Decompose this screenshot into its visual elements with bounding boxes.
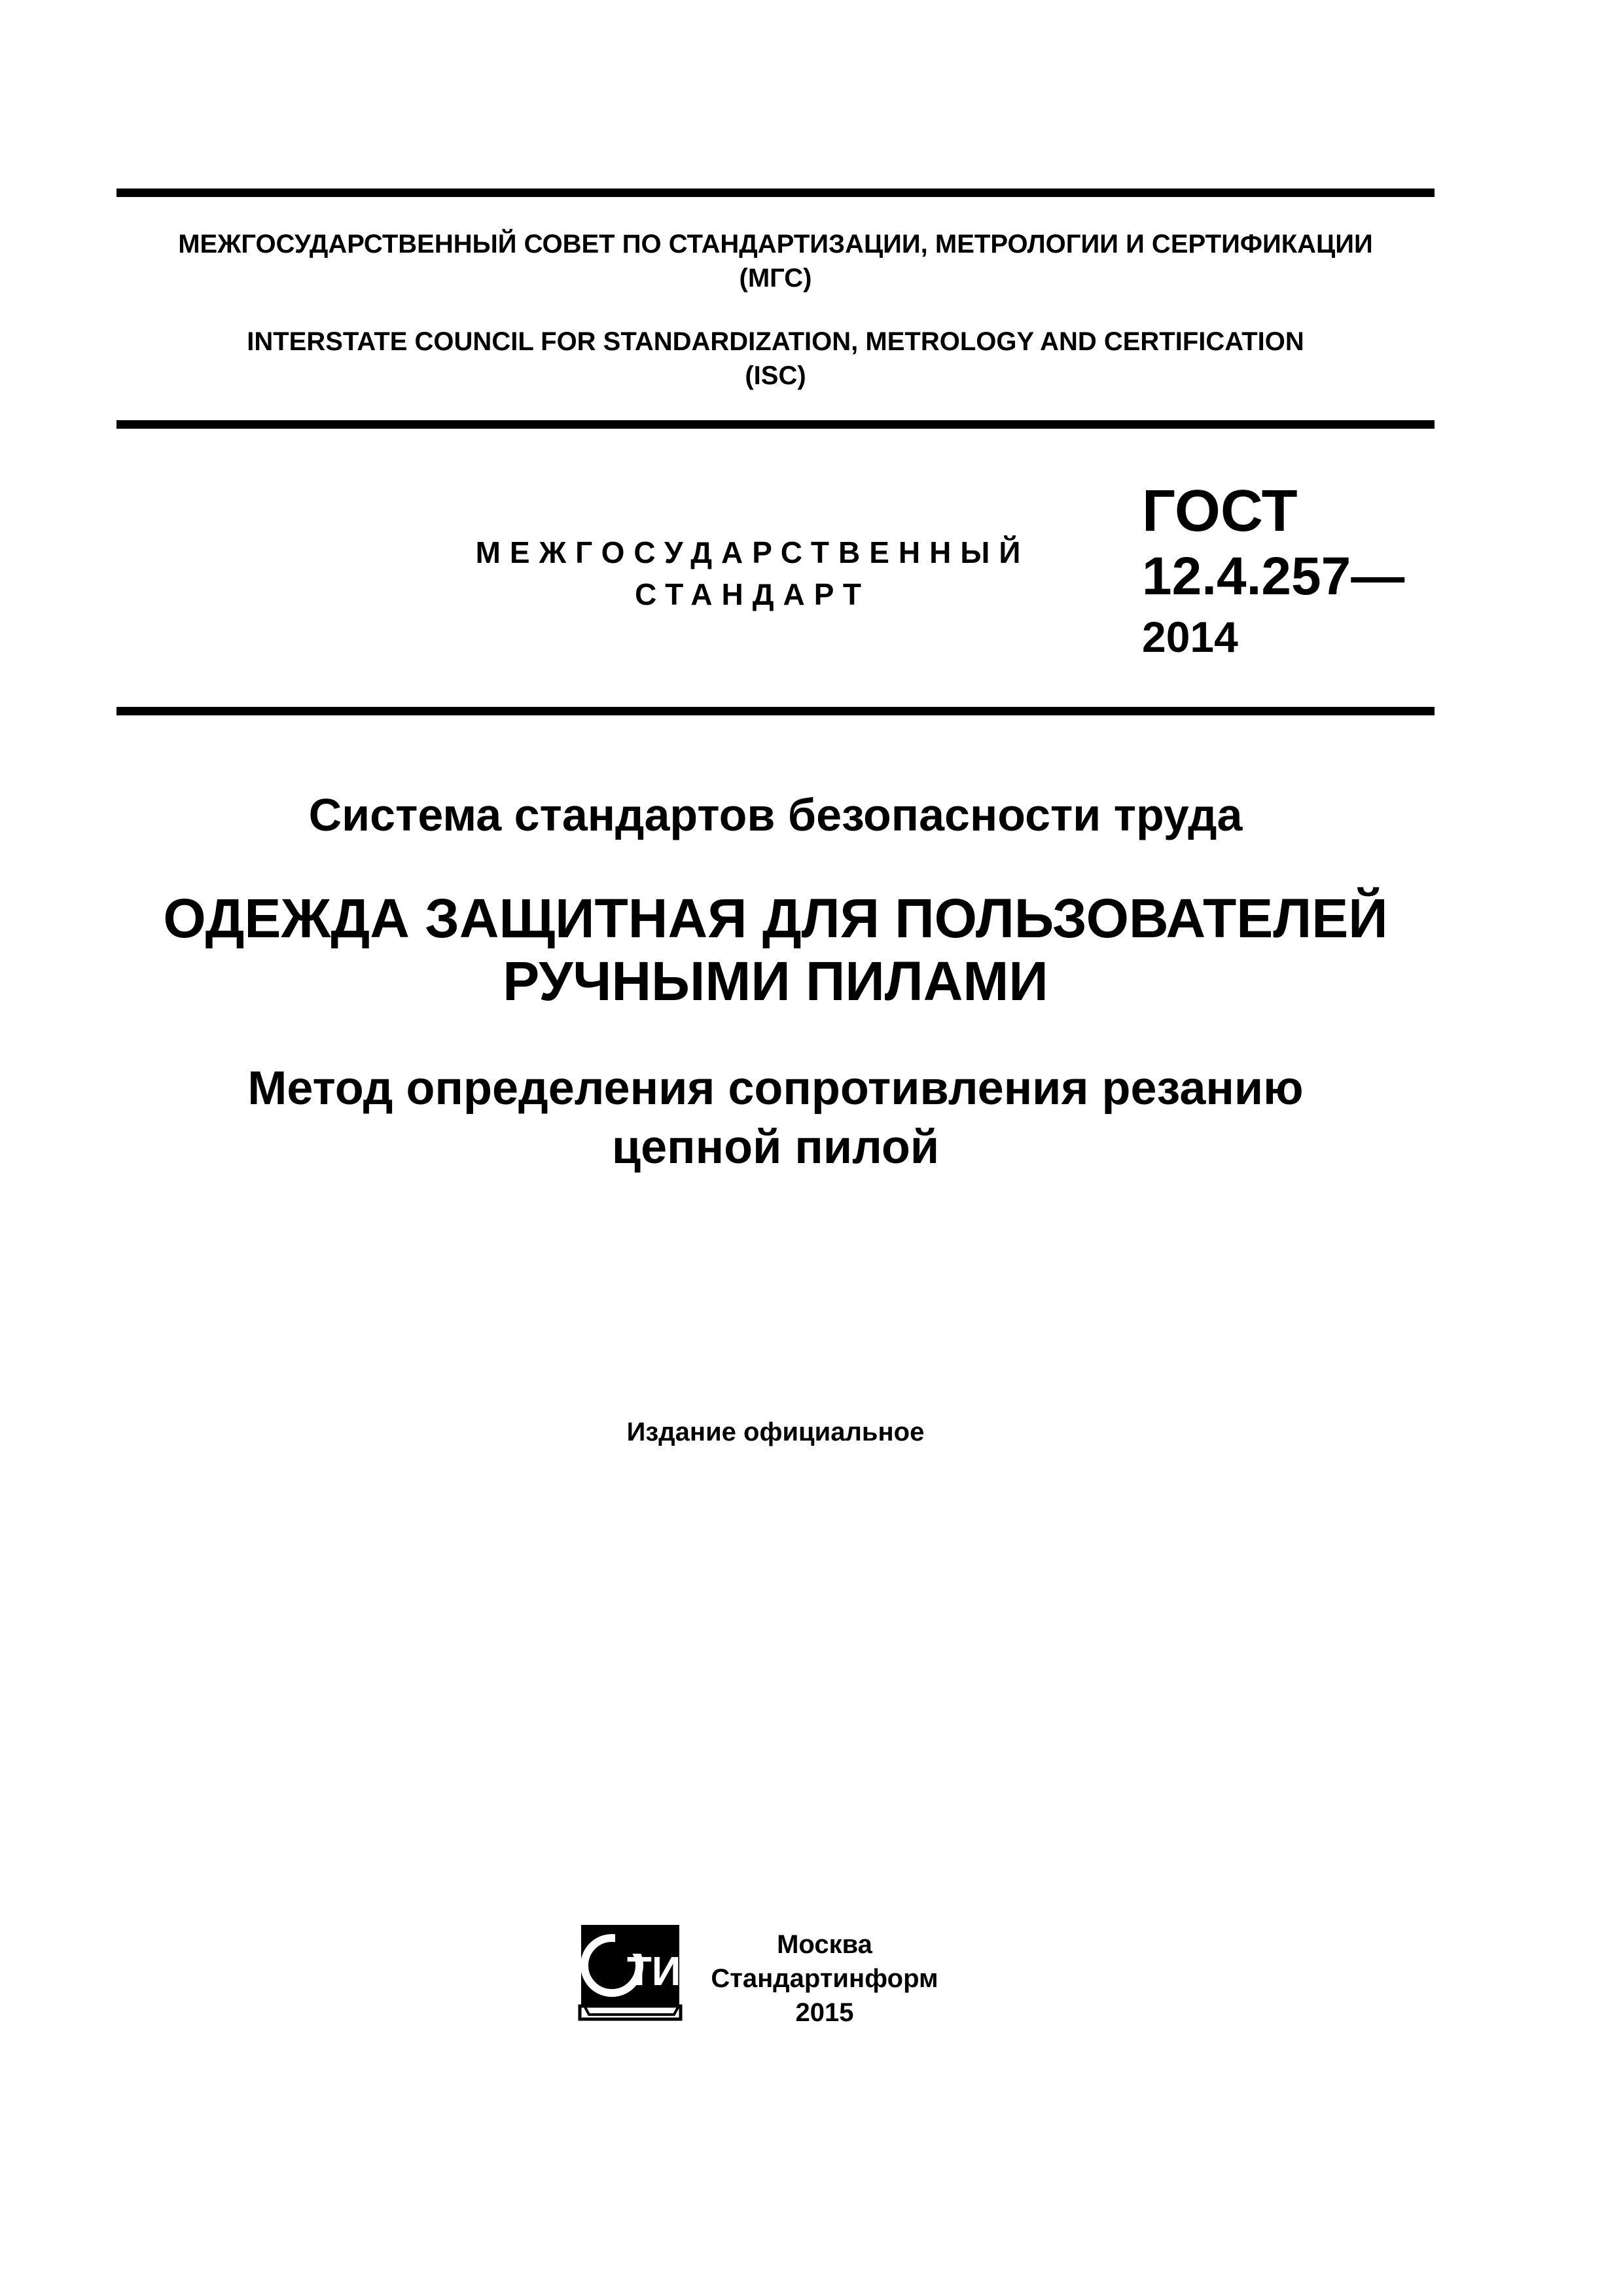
council-abbrev-en: (ISC) [745, 361, 806, 390]
bottom-divider [116, 707, 1435, 715]
standard-type-line2: СТАНДАРТ [635, 577, 870, 611]
council-name-ru [116, 227, 1435, 295]
publication-year: 2015 [795, 1998, 854, 2027]
council-name-en-line1: INTERSTATE COUNCIL FOR STANDARDIZATION, METROLOGY AND CERTIFICATION [247, 327, 1304, 356]
middle-divider [116, 420, 1435, 429]
series-title: Система стандартов безопасности труда [308, 789, 1243, 840]
subtitle [116, 1059, 1435, 1177]
logo-letters: ТИ [627, 1949, 681, 1994]
gost-designation [1142, 476, 1404, 666]
standartinform-logo-icon [576, 1921, 687, 2022]
main-title-line1: ОДЕЖДА ЗАЩИТНАЯ ДЛЯ ПОЛЬЗОВАТЕЛЕЙ [163, 888, 1388, 949]
standard-type-label [432, 531, 1073, 615]
council-name-en [116, 325, 1435, 393]
council-name-ru-line1: МЕЖГОСУДАРСТВЕННЫЙ СОВЕТ ПО СТАНДАРТИЗАЦИИ, МЕТРОЛОГИИ И СЕРТИФИКАЦИИ [178, 230, 1373, 259]
standard-type-line1: МЕЖГОСУДАРСТВЕННЫЙ [475, 535, 1030, 569]
main-title-line2: РУЧНЫМИ ПИЛАМИ [503, 950, 1048, 1012]
gost-word: ГОСТ [1142, 478, 1298, 544]
main-title [116, 887, 1435, 1013]
council-abbrev-ru: (МГС) [739, 264, 812, 293]
gost-number: 12.4.257— [1142, 547, 1405, 606]
top-divider [116, 188, 1435, 197]
gost-year: 2014 [1142, 613, 1238, 661]
publisher-city: Москва [777, 1930, 872, 1959]
subtitle-line2: цепной пилой [611, 1121, 940, 1174]
subtitle-line1: Метод определения сопротивления резанию [247, 1062, 1304, 1115]
edition-label: Издание официальное [626, 1418, 925, 1446]
publisher-imprint [700, 1928, 949, 2030]
publisher-name: Стандартинформ [711, 1964, 938, 1993]
